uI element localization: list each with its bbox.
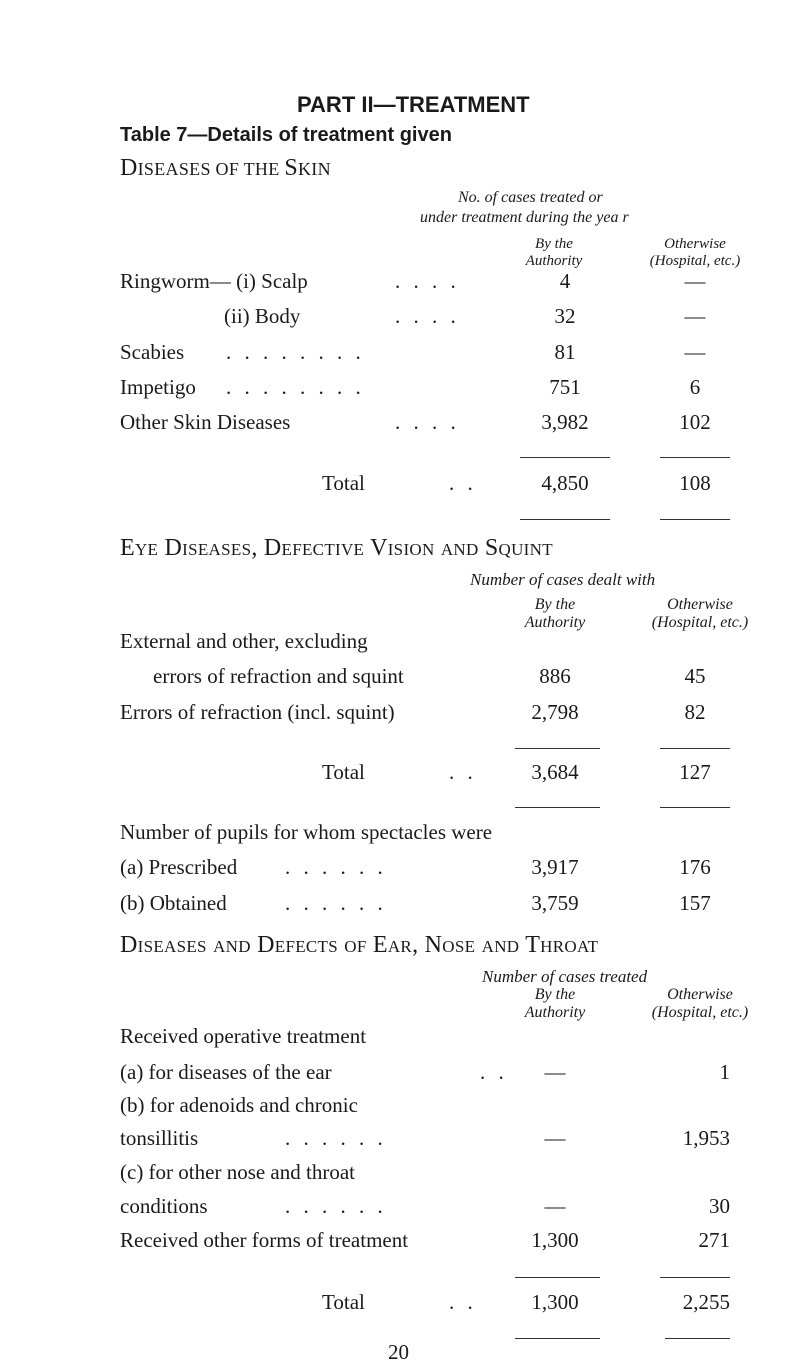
skin-total-dots: . . bbox=[449, 471, 477, 495]
ent-ear-dots: . . bbox=[480, 1060, 508, 1084]
skin-row-dots: . . . . . . . . bbox=[226, 340, 365, 364]
ent-other-forms-label: Received other forms of treatment bbox=[120, 1228, 409, 1252]
ent-other-label-b: conditions bbox=[120, 1194, 208, 1218]
ent-other-label-a: (c) for other nose and throat bbox=[120, 1160, 355, 1184]
ent-total-underline-otherwise bbox=[665, 1338, 730, 1339]
ent-col-otherwise-line2: (Hospital, etc.) bbox=[651, 1004, 749, 1021]
table-title: Table 7—Details of treatment given bbox=[120, 124, 452, 146]
part-title: PART II—TREATMENT bbox=[297, 92, 530, 117]
ent-adenoids-otherwise: 1,953 bbox=[682, 1126, 730, 1150]
skin-total-underline-authority bbox=[520, 519, 610, 520]
ent-total-authority: 1,300 bbox=[531, 1290, 579, 1314]
eye-header: Number of cases dealt with bbox=[470, 570, 656, 589]
ent-adenoids-label-b: tonsillitis bbox=[120, 1126, 199, 1150]
skin-heading-initial: D bbox=[120, 155, 138, 181]
prescribed-otherwise: 176 bbox=[679, 855, 711, 879]
eye-col-authority-line1: By the bbox=[534, 596, 576, 613]
eye-row2-authority: 2,798 bbox=[531, 700, 579, 724]
eye-row1-label-b: errors of refraction and squint bbox=[153, 664, 404, 688]
skin-heading-part2: KIN bbox=[298, 159, 331, 179]
skin-total-label: Total bbox=[322, 471, 365, 495]
eye-col-authority-line2: Authority bbox=[524, 614, 586, 631]
ent-section-heading: Diseases and Defects of Ear, Nose and Throat bbox=[120, 932, 599, 958]
ent-col-authority-line2: Authority bbox=[524, 1004, 586, 1021]
skin-row-authority: 751 bbox=[549, 375, 581, 399]
eye-total-dots: . . bbox=[449, 760, 477, 784]
eye-total-authority: 3,684 bbox=[531, 760, 579, 784]
ent-total-rule-authority bbox=[515, 1277, 600, 1278]
ent-adenoids-dots: . . . . . . bbox=[285, 1126, 387, 1150]
skin-row-label: (ii) Body bbox=[224, 304, 301, 328]
ent-operative-label: Received operative treatment bbox=[120, 1024, 367, 1048]
ent-other-otherwise: 30 bbox=[709, 1194, 730, 1218]
prescribed-authority: 3,917 bbox=[531, 855, 579, 879]
skin-row-label: Scabies bbox=[120, 340, 185, 364]
eye-col-otherwise-line2: (Hospital, etc.) bbox=[651, 614, 749, 631]
eye-row1-authority: 886 bbox=[539, 664, 571, 688]
eye-total-otherwise: 127 bbox=[679, 760, 711, 784]
ent-other-forms-otherwise: 271 bbox=[698, 1228, 730, 1252]
obtained-authority: 3,759 bbox=[531, 891, 579, 915]
skin-header-line2: under treatment during the yea r bbox=[420, 209, 629, 226]
page-number: 20 bbox=[388, 1340, 409, 1364]
prescribed-label: (a) Prescribed bbox=[120, 855, 238, 879]
skin-heading-part1: ISEASES OF THE bbox=[137, 159, 285, 179]
prescribed-dots: . . . . . . bbox=[285, 855, 387, 879]
skin-row-authority: 4 bbox=[559, 269, 571, 293]
skin-row-otherwise: — bbox=[684, 304, 706, 328]
skin-section-heading bbox=[120, 155, 331, 182]
ent-total-otherwise: 2,255 bbox=[682, 1290, 730, 1314]
spectacles-label: Number of pupils for whom spectacles were bbox=[120, 820, 493, 844]
skin-row-dots: . . . . bbox=[395, 410, 460, 434]
skin-col-authority-line1: By the bbox=[535, 236, 573, 252]
skin-total-authority: 4,850 bbox=[541, 471, 589, 495]
ent-ear-label: (a) for diseases of the ear bbox=[120, 1060, 332, 1084]
skin-col-authority-line2: Authority bbox=[525, 253, 583, 269]
ent-other-forms-authority: 1,300 bbox=[531, 1228, 579, 1252]
ent-col-authority-line1: By the bbox=[534, 986, 576, 1003]
obtained-dots: . . . . . . bbox=[285, 891, 387, 915]
eye-total-rule-otherwise bbox=[660, 748, 730, 749]
ent-total-underline-authority bbox=[515, 1338, 600, 1339]
ent-total-label: Total bbox=[322, 1290, 365, 1314]
skin-row-authority: 32 bbox=[554, 304, 576, 328]
skin-row-authority: 81 bbox=[554, 340, 576, 364]
eye-total-underline-authority bbox=[515, 807, 600, 808]
ent-total-rule-otherwise bbox=[660, 1277, 730, 1278]
ent-other-authority: — bbox=[544, 1194, 566, 1218]
ent-adenoids-authority: — bbox=[544, 1126, 566, 1150]
ent-col-otherwise-line1: Otherwise bbox=[667, 986, 733, 1003]
skin-total-rule-otherwise bbox=[660, 457, 730, 458]
ent-other-dots: . . . . . . bbox=[285, 1194, 387, 1218]
skin-row-label: Impetigo bbox=[120, 375, 196, 399]
skin-total-rule-authority bbox=[520, 457, 610, 458]
eye-total-underline-otherwise bbox=[660, 807, 730, 808]
skin-heading-initial2: S bbox=[284, 155, 298, 181]
eye-col-otherwise-line1: Otherwise bbox=[667, 596, 733, 613]
eye-total-label: Total bbox=[322, 760, 365, 784]
skin-row-dots: . . . . bbox=[395, 304, 460, 328]
obtained-label: (b) Obtained bbox=[120, 891, 227, 915]
skin-row-dots: . . . . . . . . bbox=[226, 375, 365, 399]
eye-section-heading: Eye Diseases, Defective Vision and Squint bbox=[120, 535, 553, 561]
ent-ear-otherwise: 1 bbox=[719, 1060, 730, 1084]
eye-row1-otherwise: 45 bbox=[684, 664, 706, 688]
eye-total-rule-authority bbox=[515, 748, 600, 749]
ent-total-dots: . . bbox=[449, 1290, 477, 1314]
ent-adenoids-label-a: (b) for adenoids and chronic bbox=[120, 1093, 358, 1117]
skin-col-otherwise-line2: (Hospital, etc.) bbox=[649, 253, 741, 269]
skin-header-line1: No. of cases treated or bbox=[458, 189, 603, 206]
skin-row-otherwise: 6 bbox=[689, 375, 701, 399]
obtained-otherwise: 157 bbox=[679, 891, 711, 915]
ent-ear-authority: — bbox=[544, 1060, 566, 1084]
skin-total-otherwise: 108 bbox=[679, 471, 711, 495]
skin-row-otherwise: 102 bbox=[679, 410, 711, 434]
skin-col-otherwise-line1: Otherwise bbox=[664, 236, 726, 252]
ent-header: Number of cases treated bbox=[482, 967, 648, 986]
eye-row1-label-a: External and other, excluding bbox=[120, 629, 368, 653]
skin-total-underline-otherwise bbox=[660, 519, 730, 520]
skin-row-authority: 3,982 bbox=[541, 410, 589, 434]
eye-row2-label: Errors of refraction (incl. squint) bbox=[120, 700, 395, 724]
eye-row2-otherwise: 82 bbox=[684, 700, 706, 724]
skin-row-label: Other Skin Diseases bbox=[120, 410, 291, 434]
skin-row-otherwise: — bbox=[684, 340, 706, 364]
skin-row-label: Ringworm— (i) Scalp bbox=[120, 269, 308, 293]
skin-row-otherwise: — bbox=[684, 269, 706, 293]
skin-row-dots: . . . . bbox=[395, 269, 460, 293]
